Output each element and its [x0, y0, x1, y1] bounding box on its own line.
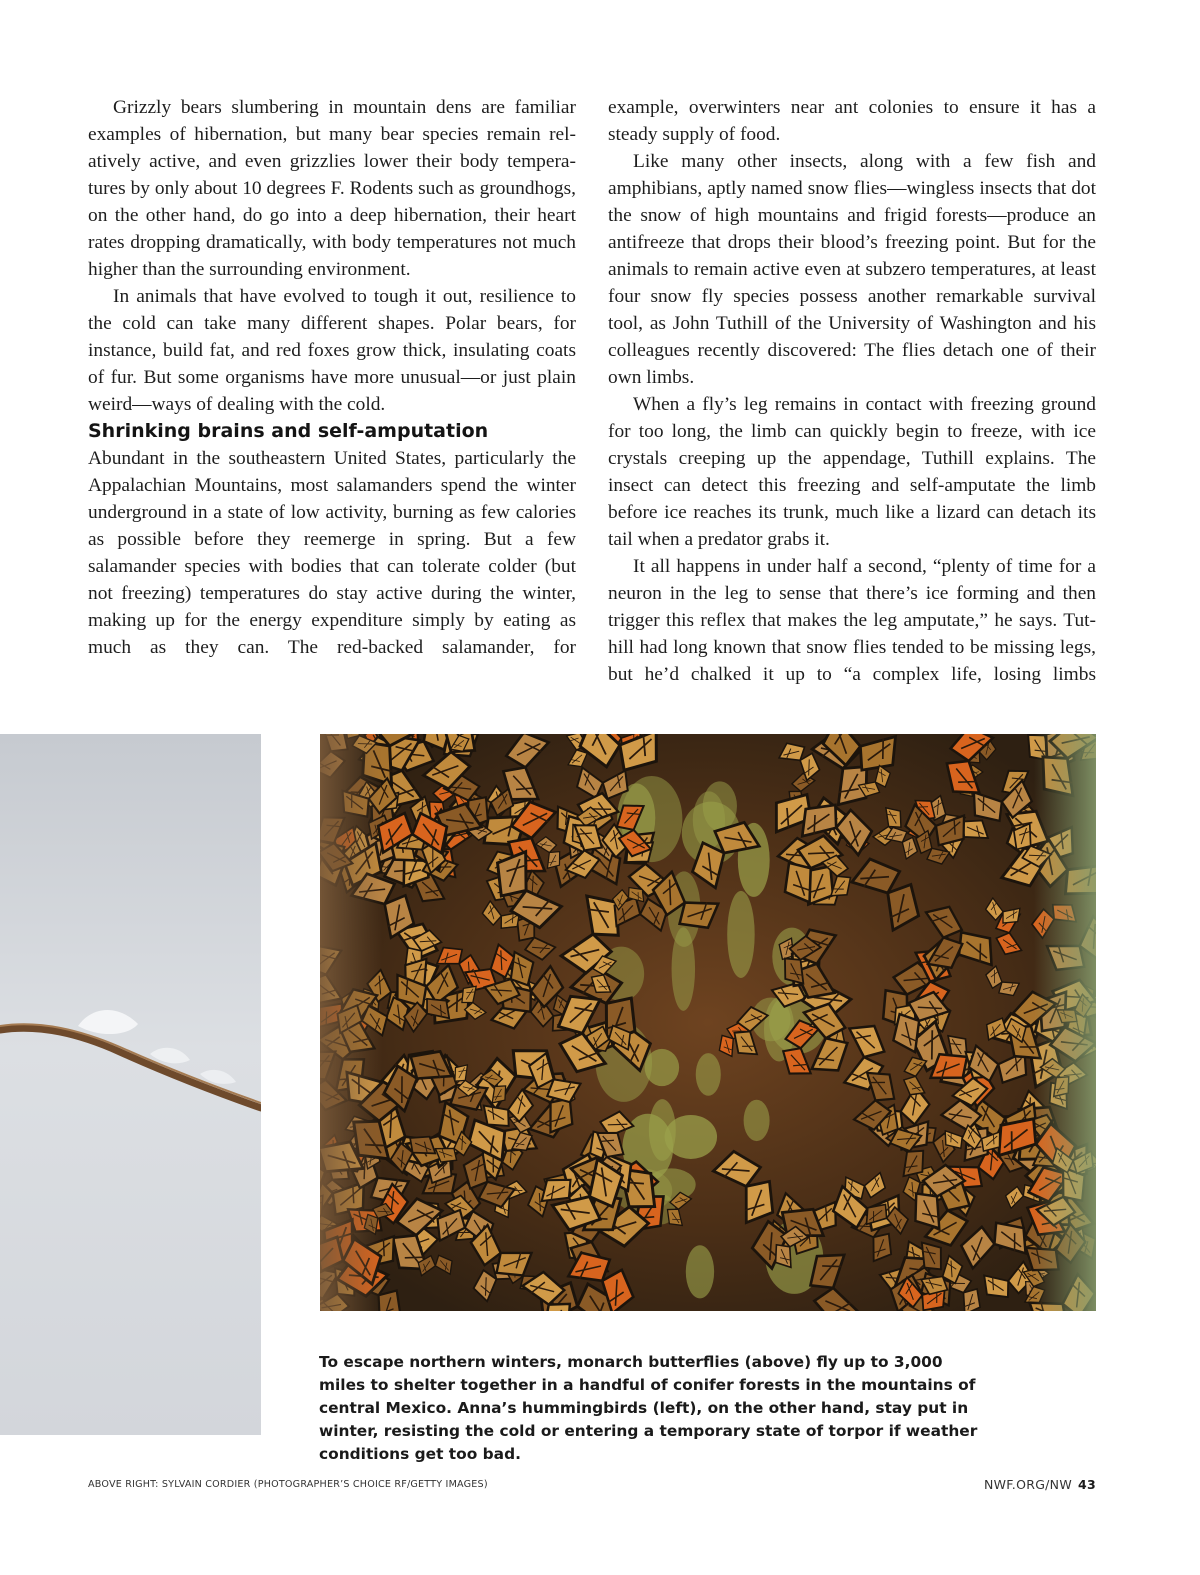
- photo-credit: ABOVE RIGHT: SYLVAIN CORDIER (PHOTOGRAPHER’S CHOICE RF/GETTY IMAGES): [88, 1479, 488, 1490]
- monarch-butterflies-photo: [320, 734, 1096, 1311]
- paragraph: Grizzly bears slumbering in mountain dens are familiar examples of hibernation, but many bear species remain relatively active, and even grizzlies lower their body temperatures by only about 10 degrees F. Rodents such as groundhogs, on the other hand, do go into a deep hibernation, their heart rates dropping dramatically, with body temperatures not much higher than the surrounding environment.: [88, 97, 576, 280]
- page-footer: [984, 1477, 1096, 1492]
- snowy-branch-illustration: [0, 734, 261, 1435]
- photo-caption: To escape northern winters, monarch butterflies (above) fly up to 3,000 miles to shelter together in a handful of conifer forests in the mountains of central Mexico. Anna’s hummingbirds (left), on the other hand, stay put in winter, resisting the cold or entering a temporary state of torpor if weather conditions get too bad.: [319, 1353, 978, 1463]
- hummingbird-branch-photo: [0, 734, 261, 1435]
- monarch-cluster-illustration: [320, 734, 1096, 1311]
- right-column: [608, 94, 1096, 688]
- paragraph: example, overwinters near ant colonies to ensure it has a steady supply of food.: [608, 97, 1096, 145]
- page-number: 43: [1078, 1477, 1096, 1492]
- paragraph: Like many other insects, along with a few fish and amphibians, aptly named snow flies—wingless insects that dot the snow of high mountains and frigid forests—produce an antifreeze that drops their blood’s freezing point. But for the animals to remain active even at subzero temperatures, at least four snow fly species possess another remarkable survival tool, as John Tuthill of the University of Washington and his colleagues recently discovered: The flies detach one of their own limbs.: [608, 151, 1096, 388]
- paragraph: When a fly’s leg remains in contact with freezing ground for too long, the limb can quickly begin to freeze, with ice crystals creeping up the appendage, Tuthill explains. The insect can detect this freezing and self-amputate the limb before ice reaches its trunk, much like a lizard can detach its tail when a predator grabs it.: [608, 394, 1096, 550]
- left-column: [88, 94, 576, 661]
- paragraph: In animals that have evolved to tough it out, resilience to the cold can take many different shapes. Polar bears, for instance, build fat, and red foxes grow thick, insulating coats of fur. But some organisms have more unusual—or just plain weird—ways of dealing with the cold.: [88, 286, 576, 415]
- section-subhead: Shrinking brains and self-amputation: [88, 420, 489, 442]
- site-url: NWF.ORG/NW: [984, 1477, 1072, 1492]
- paragraph: It all happens in under half a second, “plenty of time for a neuron in the leg to sense that there’s ice forming and then trigger this reflex that makes the leg amputate,” he says. Tuthill had long known that snow flies tended to be missing legs, but he’d chalked it up to “a complex life, losing limbs: [608, 556, 1096, 685]
- paragraph: Abundant in the southeastern United States, particularly the Appalachian Mountains, most salamanders spend the winter underground in a state of low activity, burning as few calories as possible before they reemerge in spring. But a few salamander species with bodies that can tolerate colder (but not freezing) temperatures do stay active during the winter, making up for the energy expenditure simply by eating as much as they can. The red-backed salamander, for: [88, 448, 576, 658]
